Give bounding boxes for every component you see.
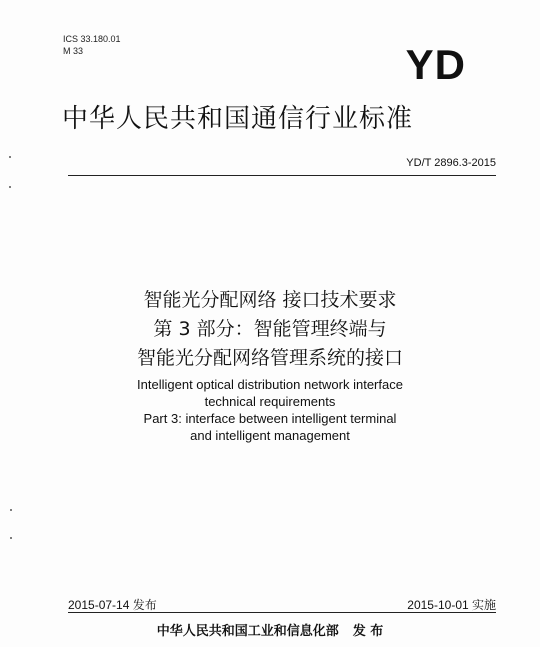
ics-code: ICS 33.180.01: [63, 34, 121, 44]
publisher-action: 发 布: [352, 624, 384, 639]
english-title-line-2: technical requirements: [204, 394, 336, 409]
chinese-title-line-3: 智能光分配网络管理系统的接口: [136, 347, 403, 369]
english-title-block: [0, 376, 540, 444]
scan-speck: [10, 537, 12, 539]
english-title-line-3: Part 3: interface between intelligent terminal: [143, 411, 397, 426]
chinese-title-line-1: 智能光分配网络 接口技术要求: [143, 289, 397, 311]
english-title-line-1: Intelligent optical distribution network interface: [137, 377, 403, 392]
scan-speck: [9, 156, 11, 158]
standard-category-title: 中华人民共和国通信行业标准: [62, 104, 414, 134]
ccs-code: M 33: [63, 46, 84, 56]
standard-number: YD/T 2896.3-2015: [406, 157, 496, 169]
publisher-name: 中华人民共和国工业和信息化部: [156, 624, 339, 639]
yd-logo: YD: [405, 41, 466, 88]
top-divider: [68, 175, 496, 176]
chinese-title-line-2: 第 3 部分：智能管理终端与: [153, 318, 387, 340]
issue-date: 2015-07-14 发布: [68, 598, 157, 612]
english-title-line-4: and intelligent management: [190, 428, 350, 443]
scan-speck: [9, 186, 11, 188]
implementation-date: 2015-10-01 实施: [407, 598, 496, 612]
publisher-line: [0, 620, 540, 639]
bottom-divider: [68, 612, 496, 613]
scan-speck: [10, 509, 12, 511]
chinese-title-block: [0, 286, 540, 373]
